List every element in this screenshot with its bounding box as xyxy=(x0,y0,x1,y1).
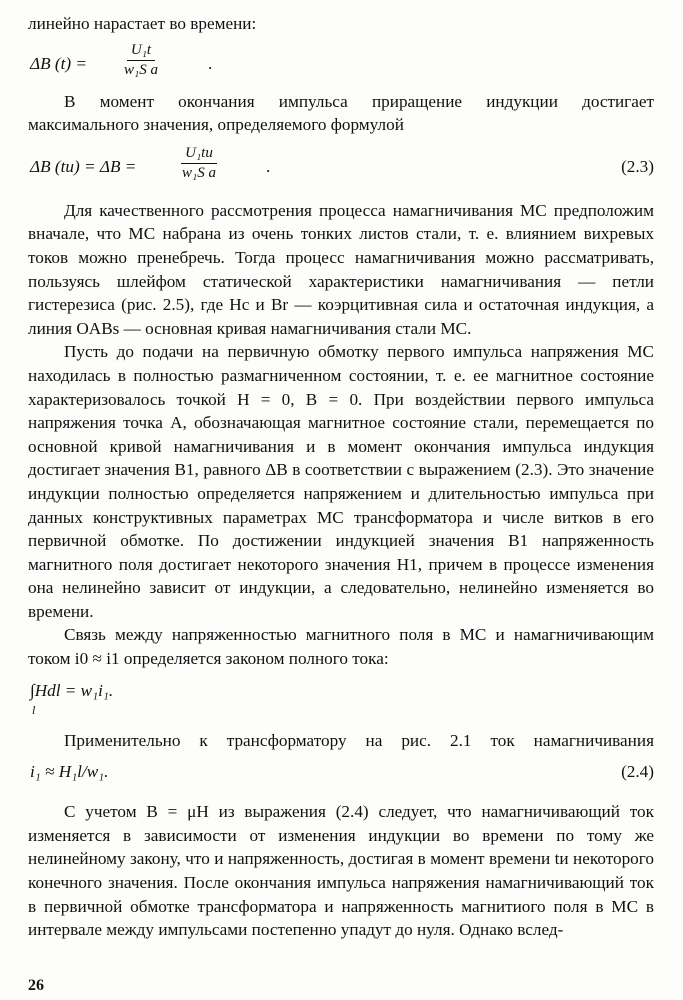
paragraph: Связь между напряженностью магнитного поля в МС и намагничивающим током i0 ≈ i1 определяется законом полного тока: xyxy=(28,625,654,669)
integral-subscript: l xyxy=(32,702,36,717)
paragraph: С учетом B = μH из выражения (2.4) следует, что намагничивающий ток изменяется в зависимости от изменения индукции во времени по тому же нелинейному закону, что и напряженность, достигая в момент времени tи некоторого конечного значения. После окончания импульса напряжения намагничивающий ток в первичной обмотке трансформатора и напряженность магнитиого поля в МС в интервале между импульсами постепенно упадут до нуля. Однако вслед- xyxy=(28,802,654,940)
fraction-denominator: w₁S а xyxy=(182,164,216,181)
formula-text: ∫Hdl = w₁i₁. xyxy=(30,680,114,700)
formula-fraction xyxy=(120,42,162,79)
formula-text: i₁ ≈ H₁l/w₁. xyxy=(30,762,109,782)
formula-delta-b-ti xyxy=(28,137,654,195)
fraction-numerator: U₁t xyxy=(127,42,155,61)
text-line: Применительно к трансформатору на рис. 2.1 ток намагничивания xyxy=(64,730,654,750)
text-line: максимального значения, определяемого формулой xyxy=(28,115,404,135)
formula-lhs: ΔB (tи) = ΔB = xyxy=(30,156,137,176)
page-body xyxy=(28,12,654,942)
equation-number: (2.4) xyxy=(621,762,654,782)
fraction-numerator: U₁tи xyxy=(181,145,217,164)
paragraph: Для качественного рассмотрения процесса намагничивания МС предположим вначале, что МС набрана из очень тонких листов стали, т. е. влиянием вихревых токов можно пренебречь. Тогда процесс намагничивания можно рассматривать, пользуясь шлейфом статической характеристики намагничивания — петли гистерезиса (рис. 2.5), где Hc и Br — коэрцитивная сила и остаточная индукция, а линия OABs — основная кривая намагничивания стали МС. xyxy=(28,200,654,338)
page-number: 26 xyxy=(28,977,44,994)
formula-lhs: ΔB (t) = xyxy=(30,53,88,73)
formula-fraction xyxy=(178,145,220,182)
text-line: линейно нарастает во времени: xyxy=(28,14,257,33)
text-line: В момент окончания импульса приращение индукции достигает xyxy=(64,91,654,111)
paragraph: Пусть до подачи на первичную обмотку первого импульса напряжения МС находилась в полностью размагниченном состоянии, т. е. ее магнитное состояние характеризовалось точкой H = 0, B = 0. При воздействии первого импульса напряжения точка A, обозначающая магнитное состояние стали, перемещается по основной кривой намагничивания и в момент окончания импульса индукция достигает значения B1, равного ΔB в соответствии с выражением (2.3). Это значение индукции полностью определяется напряжением и длительностью импульса при данных конструктивных параметрах МС трансформатора и числе витков в его первичной обмотке. По достижении индукцией значения B1 напряженность магнитного поля достигает некоторого значения H1, причем в процессе изменения она нелинейно зависит от индукции, а следовательно, нелинейно изменяется во времени. xyxy=(28,342,654,621)
equation-number: (2.3) xyxy=(621,156,654,176)
formula-magnetizing-current xyxy=(28,752,654,800)
formula-full-current-law xyxy=(28,671,654,721)
formula-delta-b-t xyxy=(28,36,654,90)
formula-period: . xyxy=(208,53,213,73)
formula-period: . xyxy=(266,156,271,176)
fraction-denominator: w₁S а xyxy=(124,61,158,78)
